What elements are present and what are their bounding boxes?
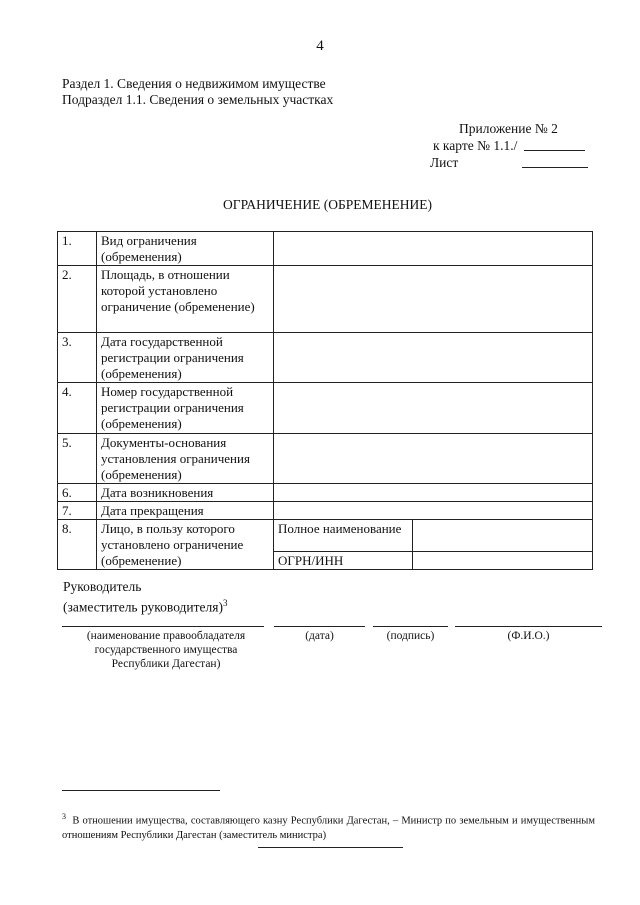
table-row (58, 484, 593, 502)
appendix-title: Приложение № 2 (459, 121, 558, 136)
value-cell[interactable] (274, 232, 593, 266)
ogrn-inn-value-cell[interactable] (413, 551, 593, 569)
section-heading (62, 76, 333, 108)
table-row (58, 502, 593, 520)
footnote (62, 810, 595, 843)
row-label: Дата возникновения (97, 484, 274, 502)
row-number: 5. (58, 434, 97, 484)
holder-signature-line (62, 626, 264, 627)
row-label: Дата прекращения (97, 502, 274, 520)
row-label: Лицо, в пользу которого установлено ограничение (обременение) (97, 520, 274, 570)
row-label: Дата государственной регистрации ограничения (обременения) (97, 333, 274, 383)
restriction-table (57, 231, 593, 570)
table-row (58, 434, 593, 484)
row-number: 1. (58, 232, 97, 266)
value-cell[interactable] (274, 502, 593, 520)
value-cell[interactable] (274, 266, 593, 333)
value-cell[interactable] (274, 484, 593, 502)
footnote-reference: 3 (222, 598, 228, 608)
value-cell[interactable] (274, 333, 593, 383)
signer-title: Руководитель (63, 579, 142, 594)
full-name-value-cell[interactable] (413, 520, 593, 552)
footnote-text: В отношении имущества, составляющего казну Республики Дагестан, – Министр по земельным и имущественным отношениям Республики Дагестан (заместитель министра) (62, 815, 595, 841)
row-number: 4. (58, 383, 97, 434)
sheet-number-blank (522, 167, 588, 168)
subsection-title: Подраздел 1.1. Сведения о земельных участках (62, 92, 334, 107)
appendix-block (430, 120, 600, 171)
table-row (58, 520, 593, 552)
footnote-mark: 3 (62, 812, 66, 821)
row-number: 3. (58, 333, 97, 383)
card-number-blank (524, 150, 585, 151)
signer-deputy (63, 595, 227, 616)
sub-label-ogrn-inn: ОГРН/ИНН (274, 551, 413, 569)
row-label: Номер государственной регистрации ограничения (обременения) (97, 383, 274, 434)
row-number: 6. (58, 484, 97, 502)
fio-signature-line (455, 626, 602, 627)
appendix-sheet-label: Лист (430, 155, 459, 170)
end-rule (258, 847, 403, 848)
value-cell[interactable] (274, 383, 593, 434)
row-label: Документы-основания установления ограничения (обременения) (97, 434, 274, 484)
sub-label-full-name: Полное наименование (274, 520, 413, 552)
row-number: 7. (58, 502, 97, 520)
signature-caption: (подпись) (386, 630, 435, 642)
holder-caption: (наименование правообладателя государственного имущества Республики Дагестан) (86, 630, 246, 670)
fio-caption: (Ф.И.О.) (507, 630, 550, 642)
row-label: Вид ограничения (обременения) (97, 232, 274, 266)
row-label: Площадь, в отношении которой установлено ограничение (обременение) (97, 266, 274, 333)
signer-block (63, 578, 227, 616)
appendix-card (430, 137, 600, 154)
table-row (58, 266, 593, 333)
footnote-separator (62, 790, 220, 791)
table-row (58, 232, 593, 266)
table-row (58, 333, 593, 383)
document-title: ОГРАНИЧЕНИЕ (ОБРЕМЕНЕНИЕ) (223, 197, 432, 212)
date-caption: (дата) (305, 630, 334, 642)
page-number: 4 (316, 38, 324, 54)
signature-line (373, 626, 448, 627)
signer-deputy-label: (заместитель руководителя) (63, 599, 223, 615)
value-cell[interactable] (274, 434, 593, 484)
table-row (58, 383, 593, 434)
date-signature-line (274, 626, 365, 627)
section-title: Раздел 1. Сведения о недвижимом имуществе (62, 76, 326, 91)
appendix-card-label: к карте № 1.1./ (433, 138, 518, 153)
appendix-sheet (430, 154, 600, 171)
row-number: 8. (58, 520, 97, 570)
row-number: 2. (58, 266, 97, 333)
